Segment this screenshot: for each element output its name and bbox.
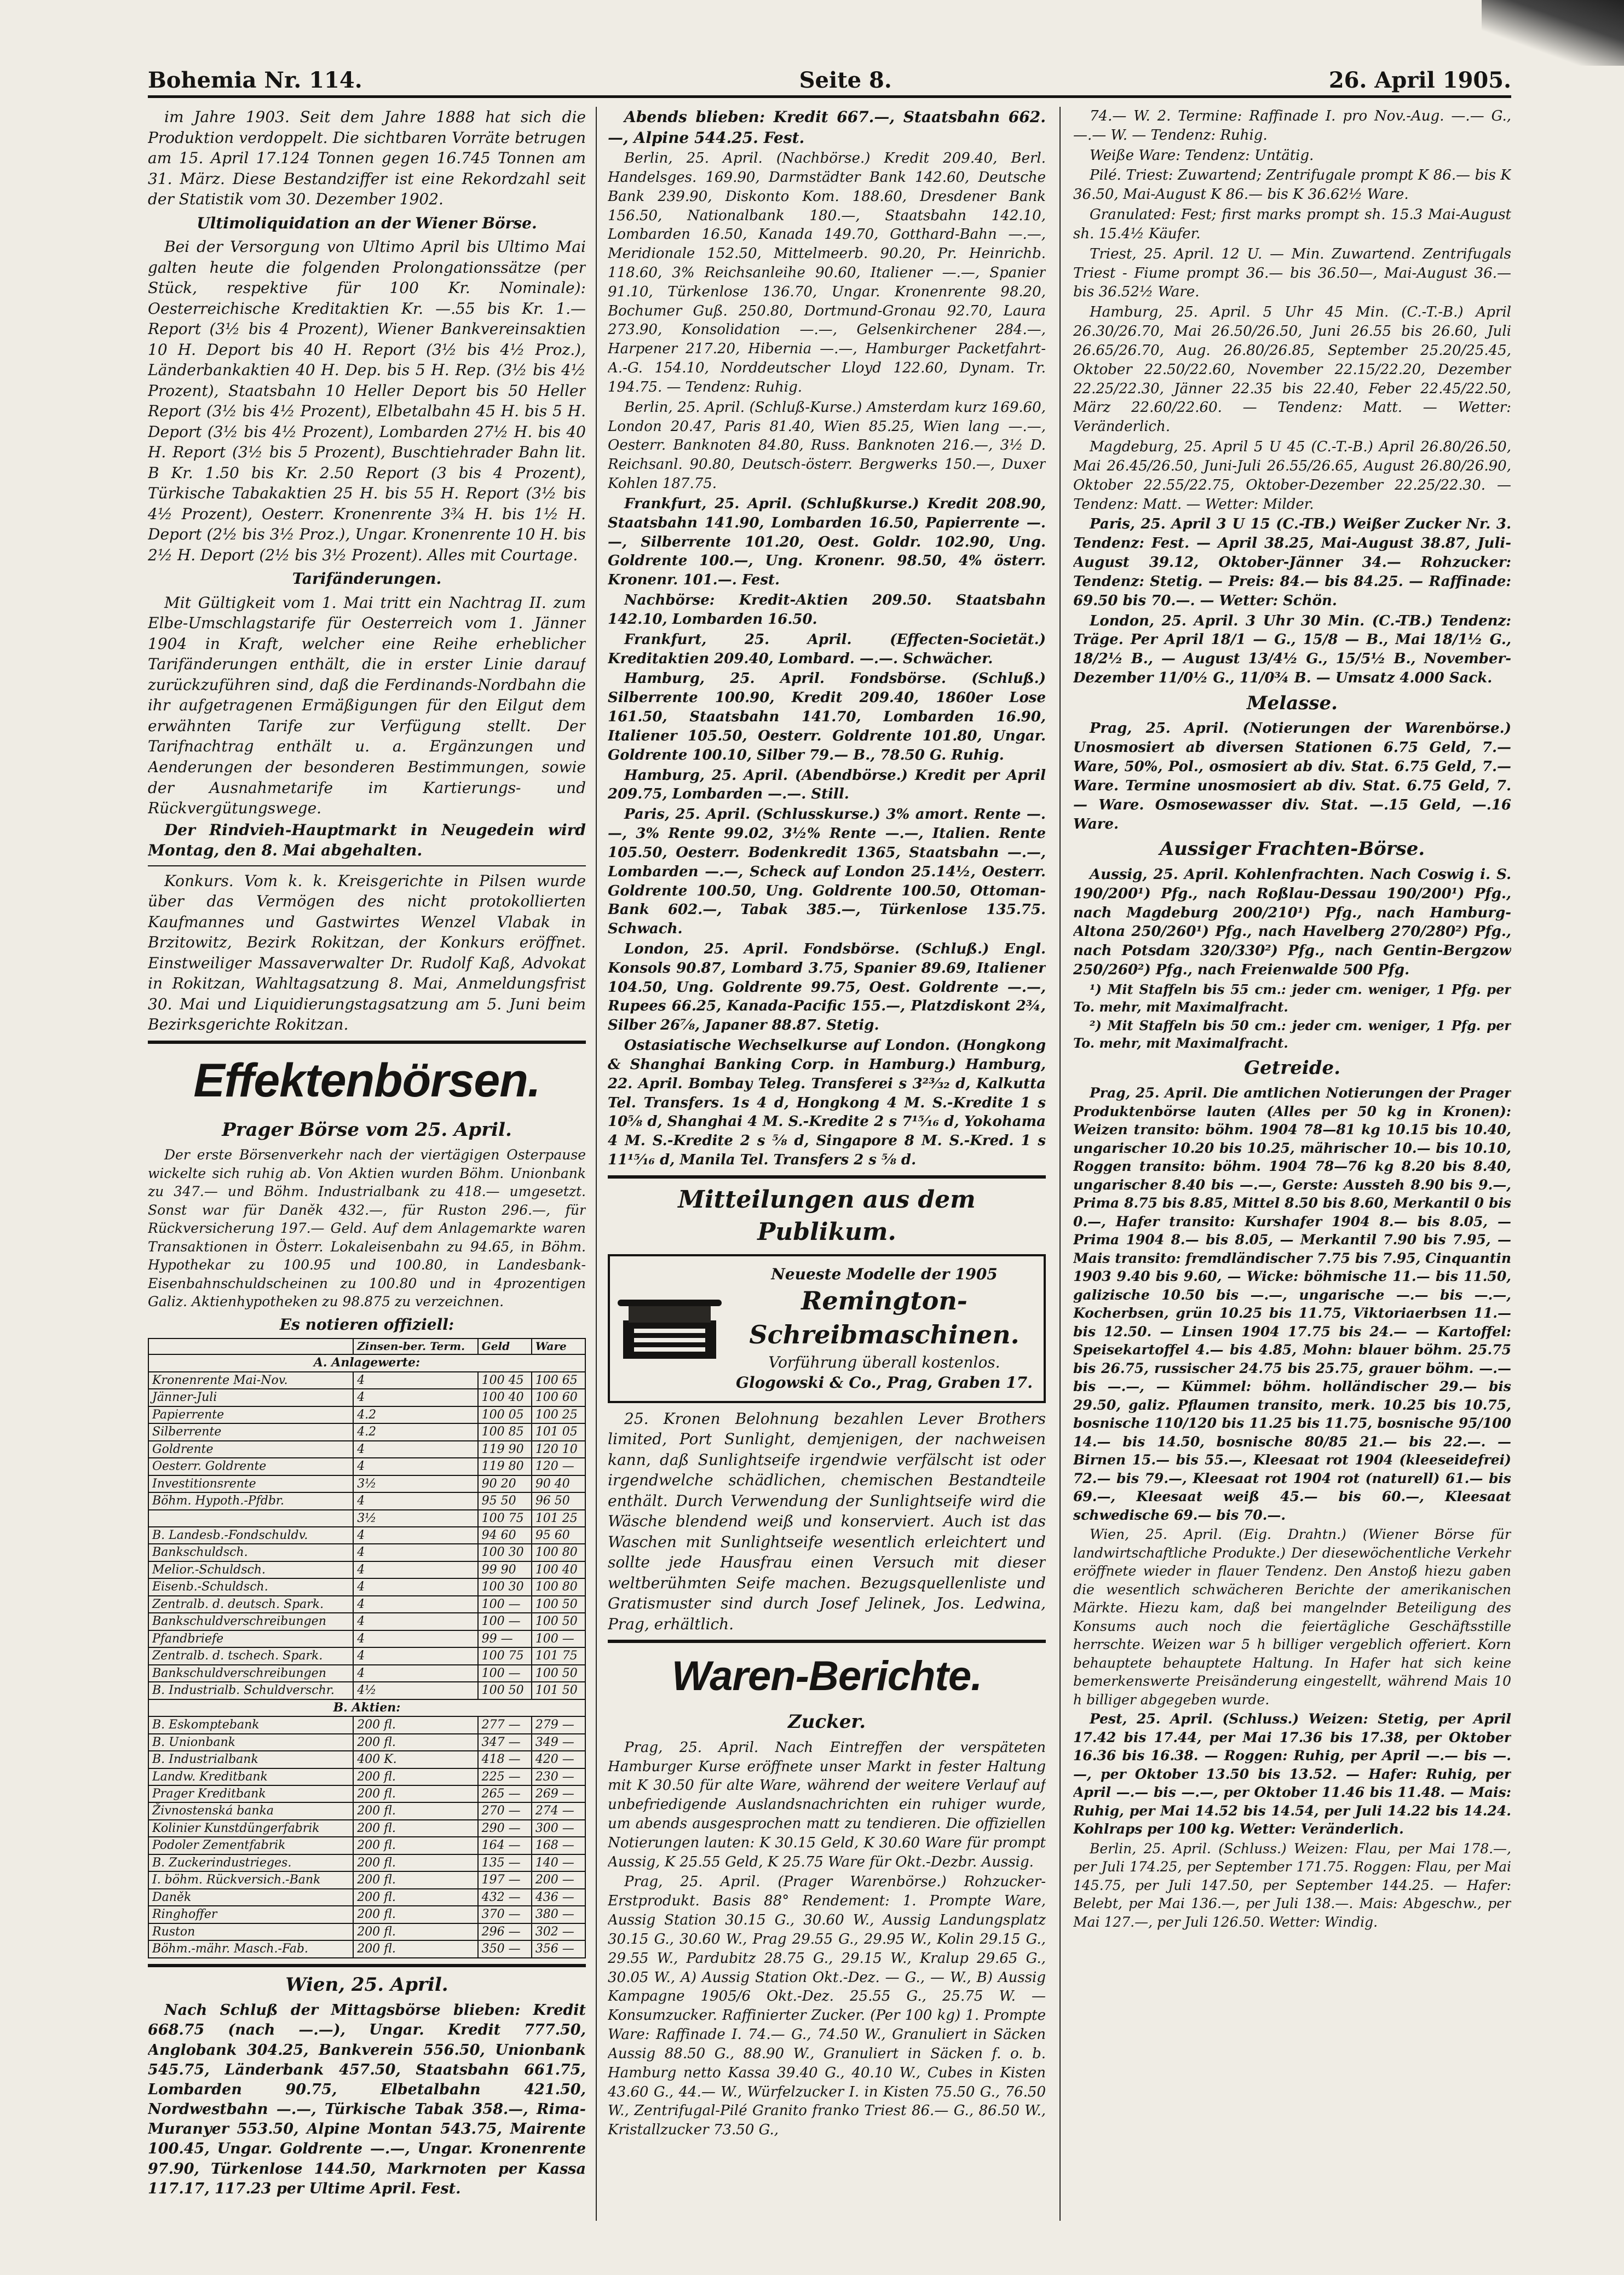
table-cell: Ringhoffer <box>148 1906 353 1923</box>
section-heading: Ultimoliquidation an der Wiener Börse. <box>197 214 537 232</box>
table-cell: 274 — <box>532 1802 585 1819</box>
table-cell: 120 10 <box>532 1441 585 1458</box>
table-cell: 436 — <box>532 1889 585 1906</box>
table-cell: 200 fl. <box>353 1837 477 1854</box>
table-row <box>148 1820 585 1837</box>
table-cell: 100 80 <box>532 1544 585 1561</box>
table-section-row <box>148 1699 585 1716</box>
notiert-label: Es notieren offiziell: <box>279 1315 454 1334</box>
table-cell: 100 30 <box>478 1578 532 1595</box>
table-row <box>148 1751 585 1768</box>
table-cell: 349 — <box>532 1734 585 1751</box>
article-paragraph: Berlin, 25. April. (Schluss.) Weizen: Flau, per Mai 178.—, per Juli 174.25, per September 171.75. Roggen: Flau, per Mai 145.75, per Juli 147.50, per September 144.25. — Hafer: Belebt, per Mai 136.—, per Juli 138.—. Mais: Abgeschw., per Mai 127.—, per Juli 126.50. Wetter: Windig. <box>1073 1840 1511 1930</box>
table-row <box>148 1768 585 1785</box>
table-cell: 380 — <box>532 1906 585 1923</box>
table-cell: 4 <box>353 1630 477 1647</box>
table-cell: 100 45 <box>478 1372 532 1389</box>
table-cell: 4½ <box>353 1682 477 1699</box>
table-cell: 99 — <box>478 1630 532 1647</box>
table-cell: 101 50 <box>532 1682 585 1699</box>
article-paragraph: Nach Schluß der Mittagsbörse blieben: Kredit 668.75 (nach —.—), Ungar. Kredit 777.50, Anglobank 304.25, Bankverein 556.50, Unionbank 545.75, Länderbank 457.50, Staatsbahn 661.75, Lombarden 90.75, Elbetalbahn 421.50, Nordwestbahn —.—, Türkische Tabak 358.—, Rima-Muranyer 553.50, Alpine Montan 543.75, Mairente 100.45, Ungar. Goldrente —.—, Ungar. Kronenrente 97.90, Türkenlose 144.50, Markrnoten per Kassa 117.17, 117.23 per Ultime April. Fest. <box>148 2002 586 2197</box>
table-cell: 100 80 <box>532 1578 585 1595</box>
table-cell: 4 <box>353 1665 477 1682</box>
table-cell: Bankschuldverschreibungen <box>148 1613 353 1630</box>
table-row <box>148 1613 585 1630</box>
table-cell: 200 fl. <box>353 1785 477 1802</box>
table-cell: 265 — <box>478 1785 532 1802</box>
kurs-table-body <box>148 1354 585 1957</box>
article-paragraph: Der Rindvieh-Hauptmarkt in Neugedein wird Montag, den 8. Mai abgehalten. <box>148 820 586 860</box>
table-cell: 400 K. <box>353 1751 477 1768</box>
wien-title: Wien, 25. April. <box>285 1973 448 1996</box>
table-cell: Daněk <box>148 1889 353 1906</box>
table-cell: 100 — <box>478 1596 532 1613</box>
table-cell: 4.2 <box>353 1406 477 1423</box>
table-cell: 200 — <box>532 1871 585 1888</box>
article-paragraph: Paris, 25. April. (Schlusskurse.) 3% amort. Rente —.—, 3% Rente 99.02, 3½% Rente —.—, Italien. Rente 105.50, Oesterr. Bodenkredit 1365, Staatsbahn —.—, Lombarden —.—, Scheck auf London 25.14½, Oesterr. Goldrente 100.50, Ung. Goldrente 100.50, Ottoman-Bank 602.—, Tabak 385.—, Türkenlose 135.75. Schwach. <box>608 806 1046 938</box>
table-cell: 4 <box>353 1647 477 1664</box>
table-cell: Papierrente <box>148 1406 353 1423</box>
table-cell <box>148 1510 353 1527</box>
kurs-table <box>148 1338 586 1958</box>
article-paragraph: Frankfurt, 25. April. (Schlußkurse.) Kredit 208.90, Staatsbahn 141.90, Lombarden 16.50, Papierrente —.—, Silberrente 101.20, Oest. Goldr. 102.90, Ung. Goldrente 100.—, Ung. Kronenr. 98.50, 4% österr. Kronenr. 101.—. Fest. <box>608 495 1046 589</box>
article-paragraph: Frankfurt, 25. April. (Effecten-Societät.) Kreditaktien 209.40, Lombard. —.—. Schwächer. <box>608 631 1046 667</box>
article-paragraph: Triest, 25. April. 12 U. — Min. Zuwartend. Zentrifugals Triest - Fiume prompt 36.— bis 36.50—, Mai-August 36.— bis 36.52½ Ware. <box>1073 245 1511 301</box>
divider <box>148 1964 586 1967</box>
table-row <box>148 1785 585 1802</box>
table-row <box>148 1802 585 1819</box>
table-cell: Zentralb. d. tschech. Spark. <box>148 1647 353 1664</box>
table-cell: 100 — <box>532 1630 585 1647</box>
table-cell: 90 20 <box>478 1475 532 1492</box>
table-cell: Böhm. Hypoth.-Pfdbr. <box>148 1492 353 1509</box>
table-cell: 279 — <box>532 1716 585 1733</box>
article-paragraph: Pest, 25. April. (Schluss.) Weizen: Stetig, per April 17.42 bis 17.44, per Mai 17.36 bis 17.38, per Oktober 16.36 bis 16.38. — Roggen: Ruhig, per April —.— bis —.—, per Oktober 13.50 bis 13.52. — Hafer: Ruhig, per April —.— bis —.—, per Oktober 11.46 bis 11.48. — Mais: Ruhig, per Mai 14.52 bis 14.54, per Juli 14.22 bis 14.24. Kohlraps per 100 kg. Wetter: Veränderlich. <box>1073 1711 1511 1837</box>
newspaper-page <box>148 60 1511 2229</box>
table-row <box>148 1441 585 1458</box>
table-cell: B. Industrialb. Schuldverschr. <box>148 1682 353 1699</box>
table-row <box>148 1527 585 1544</box>
table-cell: Kronenrente Mai-Nov. <box>148 1372 353 1389</box>
article-paragraph: Hamburg, 25. April. (Abendbörse.) Kredit per April 209.75, Lombarden —.—. Still. <box>608 767 1046 803</box>
table-row <box>148 1492 585 1509</box>
table-header <box>148 1338 353 1354</box>
table-row <box>148 1716 585 1733</box>
table-cell: Eisenb.-Schuldsch. <box>148 1578 353 1595</box>
table-cell: 420 — <box>532 1751 585 1768</box>
article-paragraph: Konkurs. Vom k. k. Kreisgerichte in Pilsen wurde über das Vermögen des nicht protokollierten Kaufmannes und Gastwirtes Wenzel Vlabak in Brzitowitz, Bezirk Rokitzan, der Konkurs eröffnet. Einstweiliger Massaverwalter Dr. Rudolf Kaß, Advokat in Rokitzan, Wahltagsatzung 8. Mai, Anmeldungsfrist 30. Mai und Liquidierungstagsatzung am 5. Juni beim Bezirksgerichte Rokitzan. <box>148 871 586 1034</box>
table-row <box>148 1647 585 1664</box>
table-row <box>148 1596 585 1613</box>
table-cell: 100 75 <box>478 1647 532 1664</box>
table-cell: 168 — <box>532 1837 585 1854</box>
table-section-label: B. Aktien: <box>148 1699 585 1716</box>
table-cell: 418 — <box>478 1751 532 1768</box>
table-cell: 135 — <box>478 1854 532 1871</box>
article-paragraph: Hamburg, 25. April. Fondsbörse. (Schluß.) Silberrente 100.90, Kredit 209.40, 1860er Lose 161.50, Staatsbahn 141.70, Lombarden 16.90, Italiener 105.50, Oesterr. Goldrente 101.80, Ungar. Goldrente 100.10, Silber 79.— B., 78.50 G. Ruhig. <box>608 670 1046 763</box>
ad-headline: Neueste Modelle der 1905 <box>771 1265 998 1283</box>
table-cell: B. Landesb.-Fondschuldv. <box>148 1527 353 1544</box>
table-cell: 100 — <box>478 1613 532 1630</box>
table-cell: 100 50 <box>532 1613 585 1630</box>
waren-title: Waren-Berichte. <box>671 1653 982 1700</box>
table-cell: 290 — <box>478 1820 532 1837</box>
mitteilungen-title: Mitteilungen aus dem Publikum. <box>678 1185 976 1246</box>
table-cell: Landw. Kreditbank <box>148 1768 353 1785</box>
footnote: ¹) Mit Staffeln bis 55 cm.: jeder cm. weniger, 1 Pfg. per To. mehr, mit Maximalfracht. <box>1073 981 1511 1015</box>
table-row <box>148 1665 585 1682</box>
table-cell: Živnostenská banka <box>148 1802 353 1819</box>
table-cell: 4 <box>353 1527 477 1544</box>
table-header: Geld <box>478 1338 532 1354</box>
column-divider <box>596 107 597 2221</box>
article-paragraph: im Jahre 1903. Seit dem Jahre 1888 hat sich die Produktion verdoppelt. Die sichtbaren Vorräte betrugen am 15. April 17.124 Tonnen gegen 16.745 Tonnen am 31. März. Diese Bestandziffer ist eine Rekordzahl seit der Statistik vom 30. Dezember 1902. <box>148 108 586 209</box>
divider <box>608 1640 1046 1643</box>
article-paragraph: Granulated: Fest; first marks prompt sh. 15.3 Mai-August sh. 15.4½ Käufer. <box>1073 206 1511 242</box>
article-paragraph: Magdeburg, 25. April 5 U 45 (C.-T.-B.) April 26.80/26.50, Mai 26.45/26.50, Juni-Juli 26.55/26.65, August 26.80/26.90, Oktober 22.55/22.75, Oktober-Dezember 22.25/22.30. — Tendenz: Matt. — Wetter: Milder. <box>1073 439 1511 513</box>
article-paragraph: Pilé. Triest: Zuwartend; Zentrifugale prompt K 86.— bis K 36.50, Mai-August K 86.— bis K 36.62½ Ware. <box>1073 167 1511 203</box>
table-section-label: A. Anlagewerte: <box>148 1354 585 1371</box>
article-paragraph: Paris, 25. April 3 U 15 (C.-TB.) Weißer Zucker Nr. 3. Tendenz: Fest. — April 38.25, Mai-August 38.87, Juli-August 39.12, Oktober-Jänner 34.— Rohzucker: Tendenz: Stetig. — Preis: 84.— bis 84.25. — Raffinade: 69.50 bis 70.—. — Wetter: Schön. <box>1073 516 1511 609</box>
table-cell: 164 — <box>478 1837 532 1854</box>
table-cell: B. Eskomptebank <box>148 1716 353 1733</box>
article-paragraph: Der erste Börsenverkehr nach der viertägigen Osterpause wickelte sich ruhig ab. Von Aktien wurden Böhm. Unionbank zu 347.— und Böhm. Industrialbank zu 418.— umgesetzt. Sonst war für Daněk 432.—, für Ruston 296.—, für Rückversicherung 197.— Geld. Auf dem Anlagemarkte waren Transaktionen in Österr. Lokaleisenbahn zu 94.65, in Böhm. Hypothekar zu 100.95 und 100.80, in Landesbank-Eisenbahnschuldscheinen zu 100.80 und in 4prozentigen Galiz. Aktienhypotheken zu 98.875 zu verzeichnen. <box>148 1147 586 1310</box>
table-cell: 300 — <box>532 1820 585 1837</box>
table-cell: 4 <box>353 1389 477 1406</box>
article-paragraph: Bei der Versorgung von Ultimo April bis Ultimo Mai galten heute die folgenden Prolongationssätze (per Stück, respektive für 100 Kr. Nominale): Oesterreichische Kreditaktien Kr. —.55 bis Kr. 1.— Report (3½ bis 4 Prozent), Wiener Bankvereinsaktien 10 H. Deport bis 40 H. Report (3½ bis 4½ Proz.), Länderbankaktien 40 H. Dep. bis 5 H. Rep. (3½ bis 4½ Prozent), Staatsbahn 10 Heller Deport bis 50 Heller Report (3½ bis 4½ Prozent), Elbetalbahn 45 H. bis 5 H. Deport (3½ bis 4½ Prozent), Lombarden 27½ H. bis 40 H. Report (3½ bis 5 Prozent), Buschtiehrader Bahn lit. B Kr. 1.50 bis Kr. 2.50 Report (3 bis 4 Prozent), Türkische Tabakaktien 25 H. bis 55 H. Report (3½ bis 4½ Prozent), Oesterr. Kronenrente 3¾ H. bis 1½ H. Deport (2½ bis 3½ Proz.), Ungar. Kronenrente 10 H. bis 2½ H. Deport (2½ bis 3½ Prozent). Alles mit Courtage. <box>148 238 586 564</box>
table-cell: 4 <box>353 1441 477 1458</box>
article-paragraph: London, 25. April. Fondsbörse. (Schluß.) Engl. Konsols 90.87, Lombard 3.75, Spanier 89.69, Italiener 104.50, Ung. Goldrente 99.75, Oest. Goldrente —.—, Rupees 66.25, Kanada-Pacific 155.—, Platzdiskont 2¾, Silber 26⅞, Japaner 88.87. Stetig. <box>608 940 1046 1034</box>
table-cell: Melior.-Schuldsch. <box>148 1561 353 1578</box>
table-cell: 350 — <box>478 1940 532 1957</box>
header-issue: Bohemia Nr. 114. <box>148 67 362 93</box>
table-cell: 100 05 <box>478 1406 532 1423</box>
page-header <box>148 60 1511 93</box>
table-row <box>148 1871 585 1888</box>
article-paragraph: Prag, 25. April. (Notierungen der Warenbörse.) Unosmosiert ab diversen Stationen 6.75 Geld, 7.— Ware, 50%, Pol., osmosiert ab div. Stat. 6.75 Geld, 7.— Ware. Termine unosmosiert ab div. Stat. 6.75 Geld, 7.— Ware. Osmosewasser div. Stat. —.15 Geld, —.16 Ware. <box>1073 720 1511 832</box>
table-cell: 119 90 <box>478 1441 532 1458</box>
table-row <box>148 1734 585 1751</box>
table-cell: Böhm.-mähr. Masch.-Fab. <box>148 1940 353 1957</box>
table-cell: Goldrente <box>148 1441 353 1458</box>
table-row <box>148 1406 585 1423</box>
table-cell: 95 60 <box>532 1527 585 1544</box>
table-cell: 120 — <box>532 1458 585 1475</box>
table-cell: 100 65 <box>532 1372 585 1389</box>
remington-advertisement <box>608 1254 1046 1403</box>
column-1 <box>148 107 586 2226</box>
table-cell: 370 — <box>478 1906 532 1923</box>
getreide-title: Getreide. <box>1243 1056 1341 1079</box>
column-2 <box>608 107 1046 2226</box>
ad-brand: Remington-Schreibmaschinen. <box>749 1286 1020 1349</box>
footnote: ²) Mit Staffeln bis 50 cm.: jeder cm. weniger, 1 Pfg. per To. mehr, mit Maximalfracht. <box>1073 1018 1511 1052</box>
table-cell: Jänner-Juli <box>148 1389 353 1406</box>
table-cell: 140 — <box>532 1854 585 1871</box>
table-row <box>148 1544 585 1561</box>
table-cell: 200 fl. <box>353 1923 477 1940</box>
table-cell: 90 40 <box>532 1475 585 1492</box>
table-cell: 100 60 <box>532 1389 585 1406</box>
table-section-row <box>148 1354 585 1371</box>
table-cell: I. böhm. Rückversich.-Bank <box>148 1871 353 1888</box>
article-paragraph: 25. Kronen Belohnung bezahlen Lever Brothers limited, Port Sunlight, demjenigen, der nachweisen kann, daß Sunlightseife irgendwie verfälscht ist oder irgendwelche schädlichen, chemischen Bestandteile enthält. Durch Verwendung der Sunlightseife wird die Wäsche blendend weiß und konserviert. Auch ist das Waschen mit Sunlightseife wesentlich erleichtert und sollte jede Hausfrau einen Versuch mit dieser weltberühmten Seife machen. Bezugsquellenliste und Gratismuster sind durch Josef Jelinek, Jos. Ledwina, Prag, erhältlich. <box>608 1409 1046 1633</box>
table-cell: 269 — <box>532 1785 585 1802</box>
table-cell: 4 <box>353 1372 477 1389</box>
article-paragraph: Ostasiatische Wechselkurse auf London. (Hongkong & Shanghai Banking Corp. in Hamburg.) Hamburg, 22. April. Bombay Teleg. Transferei s 3²³⁄₃₂ d, Kalkutta Tel. Transfers. 1s 4 d, Hongkong 4 M. S.-Kredite 1 s 10⅝ d, Shanghai 4 M. S.-Kredite 2 s 7¹⁵⁄₁₆ d, Yokohama 4 M. S.-Kredite 2 s ⅝ d, Singapore 8 M. S.-Kred. 1 s 11¹⁵⁄₁₆ d, Manila Tel. Transfers 2 s ⅝ d. <box>608 1037 1046 1169</box>
table-cell: 100 40 <box>478 1389 532 1406</box>
table-cell: 100 30 <box>478 1544 532 1561</box>
table-cell: 4 <box>353 1561 477 1578</box>
table-cell: B. Zuckerindustrieges. <box>148 1854 353 1871</box>
table-row <box>148 1372 585 1389</box>
effekten-title: Effektenbörsen. <box>193 1054 540 1107</box>
table-cell: 94 60 <box>478 1527 532 1544</box>
table-cell: 100 50 <box>532 1665 585 1682</box>
table-cell: 100 50 <box>478 1682 532 1699</box>
table-cell: Pfandbriefe <box>148 1630 353 1647</box>
table-header: Ware <box>532 1338 585 1354</box>
table-cell: 277 — <box>478 1716 532 1733</box>
table-row <box>148 1561 585 1578</box>
article-paragraph: Aussig, 25. April. Kohlenfrachten. Nach Coswig i. S. 190/200¹) Pfg., nach Roßlau-Dessau 190/200¹) Pfg., nach Magdeburg 200/210¹) Pfg., nach Hamburg-Altona 250/260¹) Pfg., nach Havelberg 270/280²) Pfg., nach Potsdam 320/330²) Pfg., nach Gentin-Bergzow 250/260²) Pfg., nach Freienwalde 500 Pfg. <box>1073 866 1511 979</box>
article-paragraph: Hamburg, 25. April. 5 Uhr 45 Min. (C.-T.-B.) April 26.30/26.70, Mai 26.50/26.50, Juni 26.55 bis 26.60, Juli 26.65/26.70, Aug. 26.80/26.85, September 25.20/25.45, Oktober 22.50/22.60, November 22.15/22.20, Dezember 22.25/22.30, Jänner 22.35 bis 22.40, Feber 22.45/22.50, März 22.60/22.60. — Tendenz: Matt. — Wetter: Veränderlich. <box>1073 304 1511 435</box>
table-cell: 95 50 <box>478 1492 532 1509</box>
article-paragraph: Abends blieben: Kredit 667.—, Staatsbahn 662.—, Alpine 544.25. Fest. <box>608 108 1046 147</box>
table-cell: 230 — <box>532 1768 585 1785</box>
table-cell: 101 05 <box>532 1423 585 1440</box>
divider <box>148 865 586 866</box>
table-row <box>148 1389 585 1406</box>
table-cell: 200 fl. <box>353 1906 477 1923</box>
table-row <box>148 1837 585 1854</box>
article-paragraph: Prag, 25. April. (Prager Warenbörse.) Rohzucker-Erstprodukt. Basis 88° Rendement: 1. Prompte Ware, Aussig Station 30.15 G., 30.60 W., Aussig Landungsplatz 30.15 G., 30.60 W., Prag 29.55 G., 29.95 W., Kolin 29.15 G., 29.55 W., Pardubitz 28.75 G., 29.15 W., Kralup 29.65 G., 30.05 W., A) Aussig Station Okt.-Dez. — G., — W., B) Aussig Kampagne 1905/6 Okt.-Dez. 25.55 G., 25.75 W. — Konsumzucker. Raffinierter Zucker. (Per 100 kg) 1. Prompte Ware: Raffinade I. 74.— G., 74.50 W., Granuliert in Säcken Aussig 88.50 G., 88.90 W., Granuliert in Säcken f. o. b. Hamburg netto Kassa 39.40 G., 40.10 W., Cubes in Kisten 43.60 G., 44.— W., Würfelzucker I. in Kisten 75.50 G., 76.50 W., Zentrifugal-Pilé Granito franko Triest 86.— G., 86.50 W., Kristallzucker 73.50 G., <box>608 1874 1046 2139</box>
scan-corner-shadow <box>1482 0 1624 66</box>
table-cell: Podoler Zementfabrik <box>148 1837 353 1854</box>
table-cell: 200 fl. <box>353 1854 477 1871</box>
table-cell: Investitionsrente <box>148 1475 353 1492</box>
table-cell: Zentralb. d. deutsch. Spark. <box>148 1596 353 1613</box>
table-row <box>148 1940 585 1957</box>
section-heading: Tarifänderungen. <box>292 570 442 588</box>
table-cell: 4 <box>353 1458 477 1475</box>
article-paragraph: Weiße Ware: Tendenz: Untätig. <box>1090 147 1314 164</box>
table-row <box>148 1854 585 1871</box>
article-paragraph: Prag, 25. April. Nach Eintreffen der verspäteten Hamburger Kurse eröffnete unser Markt in fester Haltung mit K 30.50 für alte Ware, während der weitere Verlauf auf unbefriedigende Auslandsnachrichten ein ruhiger wurde, um abends ausgesprochen matt zu tendieren. Die offiziellen Notierungen lauten: K 30.15 Geld, K 30.60 Ware für prompt Aussig, K 25.55 Geld, K 25.75 Ware für Okt.-Dezbr. Aussig. <box>608 1739 1046 1870</box>
table-cell: 347 — <box>478 1734 532 1751</box>
table-cell: 200 fl. <box>353 1768 477 1785</box>
table-cell: 432 — <box>478 1889 532 1906</box>
ad-line: Glogowski & Co., Prag, Graben 17. <box>736 1374 1033 1392</box>
table-cell: 200 fl. <box>353 1889 477 1906</box>
table-cell: 4 <box>353 1578 477 1595</box>
table-cell: Kolinier Kunstdüngerfabrik <box>148 1820 353 1837</box>
table-row <box>148 1458 585 1475</box>
table-row <box>148 1475 585 1492</box>
table-cell: Bankschuldverschreibungen <box>148 1665 353 1682</box>
typewriter-icon <box>618 1288 722 1370</box>
table-cell: 296 — <box>478 1923 532 1940</box>
table-cell: 4 <box>353 1596 477 1613</box>
table-cell: 100 75 <box>478 1510 532 1527</box>
table-cell: Prager Kreditbank <box>148 1785 353 1802</box>
prager-boerse-title: Prager Börse vom 25. April. <box>222 1118 512 1141</box>
table-cell: 200 fl. <box>353 1940 477 1957</box>
table-cell: 225 — <box>478 1768 532 1785</box>
column-divider <box>1059 107 1061 2221</box>
table-cell: 4 <box>353 1492 477 1509</box>
article-paragraph: Berlin, 25. April. (Nachbörse.) Kredit 209.40, Berl. Handelsges. 169.90, Darmstädter Bank 142.60, Deutsche Bank 239.90, Diskonto Kom. 188.60, Dresdener Bank 156.50, Nationalbank 180.—, Staatsbahn 142.10, Lombarden 16.50, Kanada 149.70, Gotthard-Bahn —.—, Meridionale 152.50, Mittelmeerb. 90.20, Pr. Heinrichb. 118.60, 3% Reichsanleihe 90.60, Italiener —.—, Spanier 91.10, Türkenlose 136.70, Ungar. Kronenrente 98.20, Bochumer Guß. 250.80, Dortmund-Gronau 92.70, Laura 273.90, Konsolidation —.—, Gelsenkirchener 284.—, Harpener 217.20, Hibernia —.—, Hamburger Packetfahrt-A.-G. 154.10, Norddeutscher Lloyd 122.60, Dynam. Tr. 194.75. — Tendenz: Ruhig. <box>608 150 1046 395</box>
table-cell: 3½ <box>353 1475 477 1492</box>
table-row <box>148 1682 585 1699</box>
table-cell: 100 85 <box>478 1423 532 1440</box>
header-page-number: Seite 8. <box>799 67 892 93</box>
table-cell: 4.2 <box>353 1423 477 1440</box>
header-rule <box>148 95 1511 98</box>
table-cell: Silberrente <box>148 1423 353 1440</box>
table-cell: 99 90 <box>478 1561 532 1578</box>
table-cell: 200 fl. <box>353 1871 477 1888</box>
article-paragraph: London, 25. April. 3 Uhr 30 Min. (C.-TB.) Tendenz: Träge. Per April 18/1 — G., 15/8 — B., Mai 18/1½ G., 18/2½ B., — August 13/4½ G., 15/5½ B., November-Dezember 11/0½ G., 11/0¾ B. — Umsatz 4.000 Sack. <box>1073 612 1511 687</box>
table-cell: B. Unionbank <box>148 1734 353 1751</box>
article-paragraph: Wien, 25. April. (Eig. Drahtn.) (Wiener Börse für landwirtschaftliche Produkte.) Der diesewöchentliche Verkehr eröffnete wieder in flauer Tendenz. Den Anstoß hiezu gaben die wesentlich schwächeren Berichte der amerikanischen Märkte. Hiezu kam, daß bei mangelnder Beteiligung des Konsums auch noch die feiertägliche Geschäftsstille herrschte. Weizen war 5 h billiger vergeblich offeriert. Korn behauptete behauptete Haltung. In Hafer hat sich keine bemerkenswerte Preisänderung eingestellt, während Mais 10 h billiger abgegeben wurde. <box>1073 1526 1511 1708</box>
column-3 <box>1073 107 1511 2226</box>
frachten-title: Aussiger Frachten-Börse. <box>1159 838 1425 860</box>
table-row <box>148 1510 585 1527</box>
table-cell: 101 75 <box>532 1647 585 1664</box>
table-cell: Bankschuldsch. <box>148 1544 353 1561</box>
table-cell: 200 fl. <box>353 1802 477 1819</box>
table-cell: 197 — <box>478 1871 532 1888</box>
table-cell: 200 fl. <box>353 1716 477 1733</box>
table-cell: 100 — <box>478 1665 532 1682</box>
article-paragraph: Prag, 25. April. Die amtlichen Notierungen der Prager Produktenbörse lauten (Alles per 50 kg in Kronen): Weizen transito: böhm. 1904 78—81 kg 10.15 bis 10.40, ungarischer 10.20 bis 10.25, mährischer 10.— bis 10.10, Roggen transito: böhm. 1904 78—76 kg 8.20 bis 8.40, ungarischer 8.40 bis —.—, Gerste: Aussteh 8.90 bis 9.—, Prima 8.75 bis 8.85, Mittel 8.50 bis 8.60, Merkantil 0 bis 0.—, Hafer transito: Kurshafer 1904 8.— bis 8.05, — Prima 1904 8.— bis 8.05, — Merkantil 7.90 bis 7.95, — Mais transito: fremdländischer 7.75 bis 7.95, Cinquantin 1903 9.40 bis 9.60, — Wicke: böhmische 11.— bis 11.50, galizische 10.50 bis —.—, ungarische —.— bis —.—, Kocherbsen, grün 10.25 bis 11.75, Viktoriaerbsen 11.— bis 12.50. — Linsen 1904 17.75 bis 24.— — Kartoffel: Speisekartoffel 4.— bis 4.85, Mohn: blauer böhm. 25.75 bis 26.75, russischer 24.75 bis 25.75, grauer böhm. —.— bis —.—, — Kümmel: böhm. holländischer 29.— bis 29.50, galiz. Pflaumen transito, merk. 10.25 bis 10.75, bosnische 110/120 bis 11.25 bis 11.75, bosnische 95/100 14.— bis 14.50, bosnische 80/85 21.— bis 22.—. — Birnen 15.— bis 55.—, Kleesaat rot 1904 (kleeseidefrei) 72.— bis 79.—, Kleesaat rot 1904 rot (naturell) 61.— bis 69.—, Kleesaat weiß 45.— bis 60.—, Kleesaat schwedische 69.— bis 70.—. <box>1073 1085 1511 1523</box>
zucker-title: Zucker. <box>787 1711 866 1733</box>
table-cell: 100 50 <box>532 1596 585 1613</box>
table-cell: 4 <box>353 1613 477 1630</box>
table-cell: B. Industrialbank <box>148 1751 353 1768</box>
table-cell: 100 25 <box>532 1406 585 1423</box>
header-date: 26. April 1905. <box>1328 67 1511 93</box>
article-paragraph: Nachbörse: Kredit-Aktien 209.50. Staatsbahn 142.10, Lombarden 16.50. <box>608 592 1046 628</box>
table-cell: 100 40 <box>532 1561 585 1578</box>
table-header-row <box>148 1338 585 1354</box>
table-cell: 200 fl. <box>353 1734 477 1751</box>
table-cell: 270 — <box>478 1802 532 1819</box>
table-row <box>148 1423 585 1440</box>
table-cell: 200 fl. <box>353 1820 477 1837</box>
table-row <box>148 1923 585 1940</box>
table-row <box>148 1906 585 1923</box>
ad-line: Vorführung überall kostenlos. <box>768 1353 1000 1371</box>
table-cell: 101 25 <box>532 1510 585 1527</box>
table-cell: Oesterr. Goldrente <box>148 1458 353 1475</box>
table-cell: 96 50 <box>532 1492 585 1509</box>
article-paragraph: 74.— W. 2. Termine: Raffinade I. pro Nov.-Aug. —.— G., —.— W. — Tendenz: Ruhig. <box>1073 108 1511 143</box>
table-cell: 302 — <box>532 1923 585 1940</box>
table-row <box>148 1630 585 1647</box>
table-cell: 4 <box>353 1544 477 1561</box>
divider <box>148 1041 586 1044</box>
article-paragraph: Mit Gültigkeit vom 1. Mai tritt ein Nachtrag II. zum Elbe-Umschlagstarife für Oesterreich vom 1. Jänner 1904 in Kraft, welcher eine Reihe erheblicher Tarifänderungen enthält, die in erster Linie darauf zurückzuführen sind, daß die Ferdinands-Nordbahn die ihr aufgetragenen Ermäßigungen für den Eilgut dem erwähnten Tarife zur Verfügung stellt. Der Tarifnachtrag enthält u. a. Ergänzungen und Aenderungen der besonderen Bestimmungen, sowie der Ausnahmetarife im Kartierungs- und Rückvergütungswege. <box>148 593 586 818</box>
melasse-title: Melasse. <box>1247 692 1338 714</box>
table-header: Zinsen-ber. Term. <box>353 1338 477 1354</box>
table-cell: 119 80 <box>478 1458 532 1475</box>
table-cell: Ruston <box>148 1923 353 1940</box>
table-cell: 356 — <box>532 1940 585 1957</box>
article-paragraph: Berlin, 25. April. (Schluß-Kurse.) Amsterdam kurz 169.60, London 20.47, Paris 81.40, Wien 85.25, Wien lang —.—, Oesterr. Banknoten 84.80, Russ. Banknoten 216.—, 3½ D. Reichsanl. 90.80, Deutsch-österr. Bergwerks 150.—, Duxer Kohlen 187.75. <box>608 399 1046 492</box>
table-row <box>148 1578 585 1595</box>
table-row <box>148 1889 585 1906</box>
divider <box>608 1175 1046 1179</box>
table-cell: 3½ <box>353 1510 477 1527</box>
